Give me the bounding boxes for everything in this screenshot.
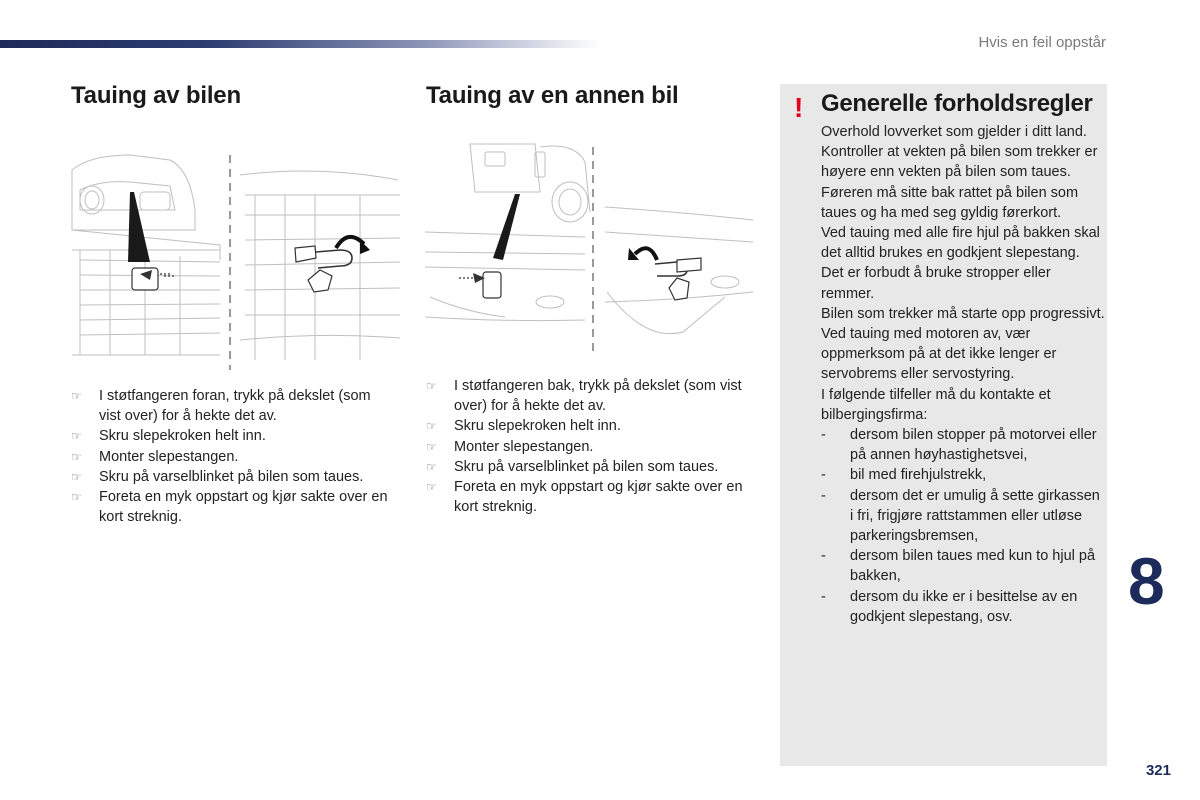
warning-icon: ! (794, 92, 804, 123)
front-towing-illustration (70, 150, 400, 372)
warning-paragraph: Overhold lovverket som gjelder i ditt land. (821, 124, 1087, 140)
list-item: ☞ Monter slepestangen. (71, 447, 396, 467)
warning-body (821, 122, 1105, 627)
warning-paragraph: Bilen som trekker må starte opp progressivt. (821, 305, 1105, 322)
warning-paragraph: I følgende tilfeller må du kontakte et bilbergingsfirma: (821, 386, 1051, 423)
header-accent-bar (0, 40, 600, 48)
heading-towing-own-car: Tauing av bilen (71, 82, 241, 109)
list-item: ☞ Foreta en myk oppstart og kjør sakte over en kort streknig. (71, 489, 388, 526)
list-item: ☞ I støtfangeren foran, trykk på dekslet (som vist over) for å hekte det av. (71, 388, 371, 425)
hand-pointer-icon: ☞ (426, 439, 437, 454)
list-item: - dersom bilen taues med kun to hjul på bakken, (821, 548, 1096, 585)
list-item: ☞ Foreta en myk oppstart og kjør sakte over en kort streknig. (426, 479, 743, 516)
page-number: 321 (1145, 762, 1171, 779)
section-title: Hvis en feil oppstår (978, 34, 1106, 51)
hand-pointer-icon: ☞ (426, 419, 437, 434)
front-towing-steps (71, 386, 396, 527)
hand-pointer-icon: ☞ (71, 449, 82, 464)
list-item: ☞ Skru på varselblinket på bilen som taues. (426, 457, 746, 477)
list-item: ☞ Skru slepekroken helt inn. (71, 426, 396, 446)
list-item: - dersom det er umulig å sette girkassen i fri, frigjøre rattstammen eller utløse parkeringsbremsen, (821, 487, 1100, 545)
rear-towing-illustration (425, 142, 755, 352)
rear-towing-steps (426, 376, 746, 517)
warning-paragraph: Ved tauing med motoren av, vær oppmerksom på at det ikke lenger er servobrems eller servostyring. (821, 326, 1057, 383)
hand-pointer-icon: ☞ (71, 490, 82, 505)
hand-pointer-icon: ☞ (426, 480, 437, 495)
warning-paragraph: Kontroller at vekten på bilen som trekker er høyere enn vekten på bilen som taues. (821, 144, 1098, 181)
hand-pointer-icon: ☞ (426, 459, 437, 474)
list-item: - dersom du ikke er i besittelse av en godkjent slepestang, osv. (821, 588, 1078, 625)
hand-pointer-icon: ☞ (71, 429, 82, 444)
warning-paragraph: Føreren må sitte bak rattet på bilen som taues og ha med seg gyldig førerkort. (821, 184, 1079, 221)
list-item: ☞ Monter slepestangen. (426, 437, 746, 457)
warning-title: Generelle forholdsregler (821, 90, 1093, 117)
list-item: - dersom bilen stopper på motorvei eller på annen høyhastighetsvei, (821, 427, 1097, 464)
list-item: ☞ Skru slepekroken helt inn. (426, 416, 746, 436)
hand-pointer-icon: ☞ (71, 389, 82, 403)
list-item: - bil med firehjulstrekk, (821, 467, 987, 484)
general-precautions-box (780, 84, 1107, 766)
hand-pointer-icon: ☞ (426, 379, 437, 393)
heading-towing-other-car: Tauing av en annen bil (426, 82, 679, 109)
list-item: ☞ Skru på varselblinket på bilen som taues. (71, 467, 396, 487)
warning-paragraph: Ved tauing med alle fire hjul på bakken skal det alltid brukes en godkjent slepestang. Det er forbudt å bruke stropper eller remmer. (821, 225, 1100, 302)
hand-pointer-icon: ☞ (71, 469, 82, 484)
list-item: ☞ I støtfangeren bak, trykk på dekslet (som vist over) for å hekte det av. (426, 378, 742, 415)
chapter-number: 8 (1128, 544, 1165, 618)
recovery-cases-list (821, 425, 1105, 627)
